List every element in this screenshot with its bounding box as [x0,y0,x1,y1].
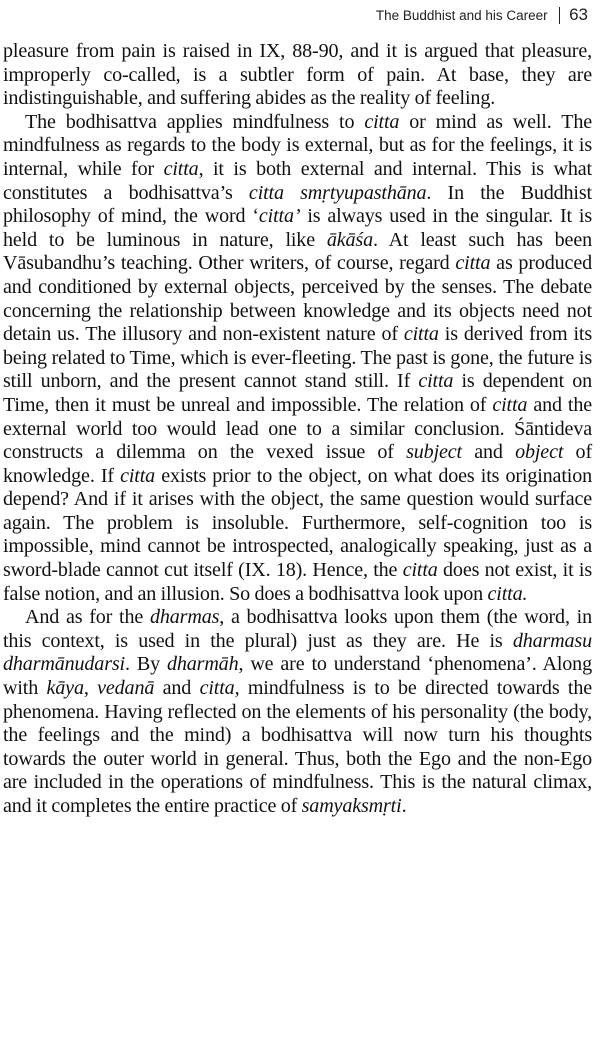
italic-term: kāya [46,677,84,700]
italic-term: citta [418,370,454,393]
text-run: . At least such has been Vāsubandhu’s teaching. Other writers, of course, regard [3,228,592,275]
text-run: or mind as well. The mindfulness as regards to the body is external, but as for the feelings, it is internal, while for [3,110,592,180]
italic-term: subject [406,441,462,464]
italic-term: citta [492,393,528,416]
italic-term: citta [163,157,199,180]
text-run: and [461,441,516,464]
italic-term: citta [120,464,156,487]
text-run: , it is both external and internal. This is what constitutes a bodhisattva’s [3,157,592,204]
italic-term: citta [199,677,235,700]
italic-term: samyaksmṛti [301,795,402,817]
text-run: And as for the [25,606,150,629]
text-run: pleasure from pain is raised in IX, 88-90, and it is argued that pleasure, improperly co-called, is a subtler form of pain. At base, they are indistinguishable, and suffering abides as the reality of feeling. [3,40,592,110]
body-text [0,40,592,819]
italic-term: dharmas [149,606,220,629]
italic-term: citta [402,559,438,582]
paragraph-continued [0,40,592,111]
text-run: as produced and conditioned by external objects, perceived by the senses. The debate concerning the relationship between knowledge and its objects need not detain us. The illusory and non-existent nature of [3,252,592,346]
italic-term: citta [455,252,491,275]
text-run: does not exist, it is false notion, and an illusion. So does a bodhisattva look upon [3,559,592,605]
running-header [376,5,588,25]
italic-term: ākāśa [326,228,374,251]
text-run: of knowledge. If [3,441,592,487]
text-run: . By [124,653,167,676]
text-run: , a bodhisattva looks upon them (the word, in this context, is used in the plural) just as they are. He is [3,606,592,652]
header-divider [559,7,560,24]
text-run: and [154,677,200,700]
italic-term: citta [403,323,439,346]
text-run: . In the Buddhist philosophy of mind, the word ‘ [3,181,592,228]
text-run: , [83,677,98,700]
italic-term: dharmasu dharmānudarsi [3,629,592,676]
running-title: The Buddhist and his Career [375,7,548,23]
text-run: is derived from its being related to Time, which is ever-fleeting. The past is gone, the future is still unborn, and the present cannot stand still. If [3,323,592,393]
italic-term: citta [364,110,400,133]
text-run: is dependent on Time, then it must be unreal and impossible. The relation of [3,370,592,416]
italic-term: citta’ [258,205,301,228]
italic-term: object [515,441,564,464]
text-run: and the external world too would lead one to a similar conclusion. Śāntideva constructs a dilemma on the vexed issue of [3,393,592,464]
text-run: The bodhisattva applies mindfulness to [25,110,365,133]
paragraph-citta [0,111,592,606]
italic-term: dharmāh [166,653,239,676]
italic-term: citta smṛtyupasthāna [248,181,427,204]
text-run: , we are to understand ‘phenomena’. Along with [3,653,592,700]
text-run: is always used in the singular. It is held to be luminous in nature, like [3,205,592,251]
page-number: 63 [569,5,588,24]
paragraph-dharmas [0,606,592,818]
italic-term: citta. [487,582,528,605]
italic-term: vedanā [97,677,155,700]
text-run: exists prior to the object, on what does its origination depend? And if it arises with the object, the same question would surface again. The problem is insoluble. Furthermore, self-cognition too is impossible, mind cannot be introspected, analogically speaking, just as a sword-blade cannot cut itself (IX. 18). Hence, the [3,464,592,582]
text-run: , mindfulness is to be directed towards the phenomena. Having reflected on the elements of his personality (the body, the feelings and the mind) a bodhisattva will now turn his thoughts towards the outer world in general. Thus, both the Ego and the non-Ego are included in the operations of mindfulness. This is the natural climax, and it completes the entire practice of [3,677,592,817]
text-run: . [401,795,407,817]
